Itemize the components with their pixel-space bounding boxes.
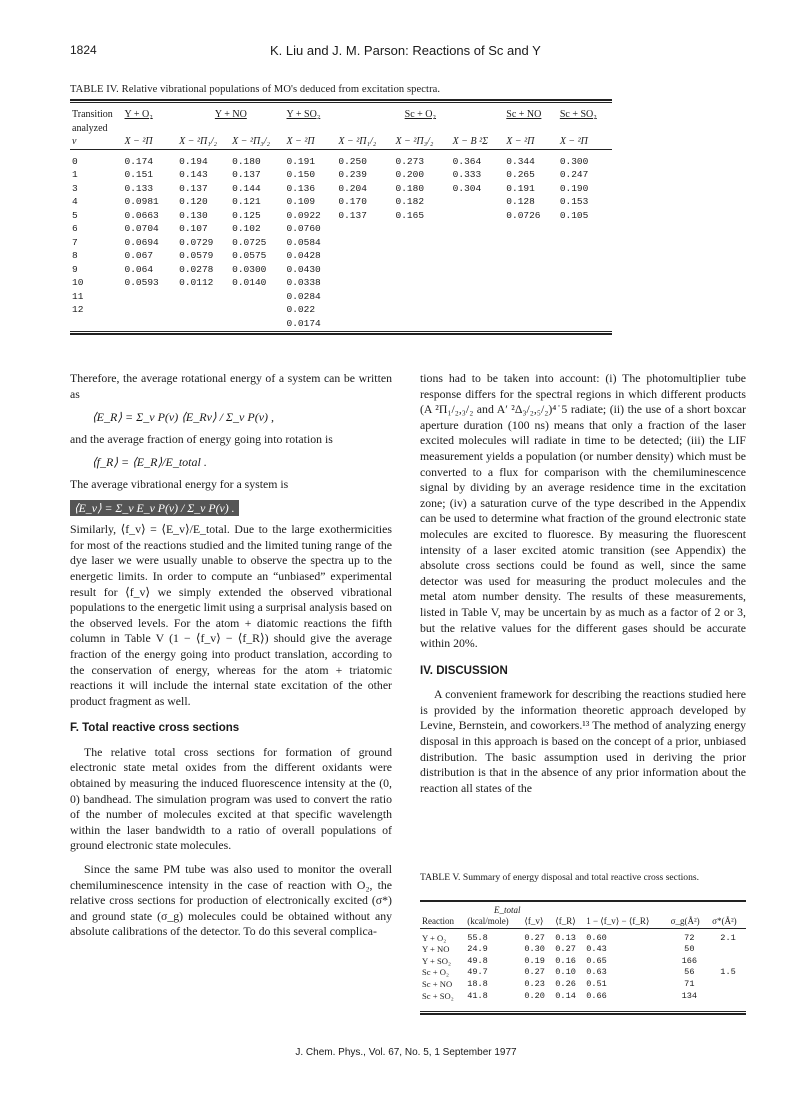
table4-cell [451,263,505,277]
table4-cell [394,290,451,304]
table-row [70,236,612,250]
running-title: K. Liu and J. M. Parson: Reactions of Sc and Y [270,43,541,58]
table4-cell: 0.0430 [286,263,321,275]
table4-v-cell: 7 [72,236,78,248]
table4-cell: 0.0981 [124,196,159,207]
table4-cell: 0.265 [506,169,535,180]
table-row [70,290,612,304]
table4-cell [451,236,505,250]
table4-head-group: Y + SO₂ [286,109,321,120]
right-column [420,371,746,796]
table4-subhead: X − ²Π₁/₂ [179,136,217,147]
paragraph: Since the same PM tube was also used to monitor the overall chemiluminescence intensity in the case of reaction with O₂, the relative cross sections for production of electronically excited (σ*) and ground state (σ_g) molecules could be obtained without any absolute calibrations of the detector. To do this several complica- [70,862,392,939]
table4-cell [558,222,612,236]
table4-cell: 0.0726 [506,209,541,221]
table4-cell [394,303,451,317]
table4-cell [504,222,558,236]
table4-cell [451,249,505,263]
table5-cell: 0.63 [586,967,607,978]
table4-subhead: X − ²Π [286,136,315,147]
table5-bottom-rule [420,1011,746,1012]
table4-subhead: X − ²Π₁/₂ [338,136,377,147]
table4-v-cell: 11 [72,290,84,302]
table4-cell: 0.200 [395,169,425,180]
table4-cell: 0.0729 [179,236,214,248]
table-row [70,276,612,290]
table5 [420,916,746,1002]
table4-cell [394,263,451,277]
table4-v-cell: 3 [72,182,78,194]
table-row [70,182,612,196]
table5-cell [710,979,746,991]
table4-cell: 0.182 [395,196,425,207]
table4-cell [336,222,393,236]
table4-cell: 0.0300 [232,263,267,275]
table4-cell [558,317,612,331]
table5-head: Reaction [422,916,454,926]
section-heading-f: F. Total reactive cross sections [70,722,240,735]
table4-head-analyzed: analyzed [72,122,108,134]
page-number: 1824 [70,43,97,57]
paragraph: Therefore, the average rotational energy of a system can be written as [70,371,392,401]
table4-cell [336,276,393,290]
table5-cell: 50 [684,944,695,955]
table4-head-group: Y + O₂ [124,109,153,120]
equation-fr: ⟨f_R⟩ = ⟨E_R⟩/E_total . [92,455,207,470]
table5-cell: 24.9 [467,944,488,955]
table4-cell: 0.190 [559,182,589,194]
table4-v-cell: 9 [72,263,78,275]
table4-cell: 0.0112 [179,277,214,288]
table5-cell: 0.26 [555,978,576,989]
table5-reaction-cell: Y + NO [422,944,450,955]
table-row [70,195,612,209]
table4-cell [336,263,393,277]
table4-cell [451,317,505,331]
table4-subhead: X − ²Π [559,136,588,147]
table4-cell: 0.153 [559,196,589,207]
table5-reaction-cell: Y + O₂ [422,932,447,943]
table4-cell: 0.143 [179,169,208,180]
table4-cell [123,303,178,317]
table4-cell: 0.125 [232,209,261,221]
left-column [70,371,392,940]
table4-cell: 0.128 [506,196,535,207]
table5-cell: 134 [681,990,698,1001]
table-row [420,967,746,979]
table4-cell: 0.0579 [179,250,214,261]
table-row [70,303,612,317]
table4-head-group: Y + NO [214,109,247,120]
table4-cell: 0.174 [124,155,154,167]
table4-cell [558,249,612,263]
table5-head-etotal: E_total [494,905,521,915]
paragraph: The relative total cross sections for formation of ground electronic state metal oxides from the different oxidants were obtained by measuring the induced fluorescence intensity at the (0, 0) bandhead. The simulation program was used to convert the ratio of the number of molecules excited at that specific wavelength within the laser bandwidth to a ratio of overall populations of ground electronic state molecules. [70,744,392,853]
table4-cell [558,276,612,290]
table4-cell: 0.109 [286,196,316,207]
table4-cell [336,317,393,331]
table4-cell: 0.250 [338,155,367,167]
table5-cell: 0.51 [586,978,607,989]
paragraph: tions had to be taken into account: (i) The photomultiplier tube response differs for the spectral regions in which different products (A ²Π₁/₂,₃/₂ and A′ ²Δ₃/₂,₅/₂)⁴˙5 radiate; (ii) the use of a short boxcar aperture duration (100 ns) means that only a fraction of the laser excited molecules will radiate in time to be detected; (iii) the LIF measurement yields a population (or number density) which must be converted to a flux for comparison with the chemiluminescence signal by dividing by an average residence time in the excitation zone; (iv) a saturation curve of the type described in the Appendix can be used to determine what fraction of the ground electronic state molecules are excited to fluoresce. By measuring the fluorescent intensity of a laser excited atomic transition (see Appendix) the absolute cross sections could be found as well, since the same detector was used for measuring the product molecules and the metal atom number density. The results of these measurements, listed in Table V, may be uncertain by as much as a factor of 2 or 3, but the relative values for the different gases should be accurate within 20%. [420,371,746,651]
table5-head: σ*(Å²) [712,916,737,926]
table5-cell: 0.27 [524,932,545,943]
table4-subhead: v [72,136,77,147]
section-heading-iv: IV. DISCUSSION [420,664,508,677]
table4-cell: 0.364 [452,155,482,167]
table4-top-rule [70,99,612,101]
table4-subhead: X − B ²Σ [452,136,489,147]
table4-cell: 0.136 [286,182,316,194]
table4-cell [394,276,451,290]
table4-cell [394,249,451,263]
table4-cell: 0.107 [179,223,208,234]
table5-cell: 0.23 [524,978,545,989]
table4-caption: TABLE IV. Relative vibrational populations of MO's deduced from excitation spectra. [70,84,441,95]
table5-cell: 72 [684,932,695,943]
table4-v-cell: 6 [72,223,78,234]
table4-cell [451,195,505,209]
table4-cell: 0.180 [395,182,425,194]
table5-cell: 71 [684,978,695,989]
table4-cell: 0.0760 [286,223,321,234]
paragraph: The average vibrational energy for a system is [70,476,289,491]
table4-cell: 0.0428 [286,250,321,261]
table4-v-cell: 10 [72,277,84,288]
table5-top-rule [420,900,746,902]
table4-bottom-rule [70,331,612,332]
table4-cell: 0.137 [179,182,208,194]
table5-cell: 1.5 [720,967,736,978]
table5-head: ⟨f_v⟩ [524,916,544,926]
table4-cell: 0.300 [559,155,589,167]
table5-cell [710,991,746,1003]
table4-cell: 0.137 [232,169,261,180]
table4-cell [504,276,558,290]
table5-head: ⟨f_R⟩ [555,916,576,926]
table4-cell: 0.170 [338,196,367,207]
table4-cell: 0.191 [286,155,316,167]
table4-cell: 0.0140 [232,277,267,288]
paragraph: and the average fraction of energy going into rotation is [70,431,333,446]
table4-cell: 0.0278 [179,263,214,275]
table4-cell: 0.067 [124,250,154,261]
table4-cell [504,290,558,304]
table5-reaction-cell: Sc + O₂ [422,967,449,978]
table5-cell: 55.8 [467,932,488,943]
table4-cell: 0.0694 [124,236,159,248]
table4-cell [230,317,284,331]
table5-cell: 2.1 [720,932,736,943]
table5-bottom-rule-2 [420,1013,746,1015]
table4-bottom-rule-2 [70,333,612,335]
table5-caption: TABLE V. Summary of energy disposal and total reactive cross sections. [420,872,699,883]
table4-cell [504,236,558,250]
table-row [420,956,746,968]
table5-cell: 0.43 [586,944,607,955]
table-row [420,933,746,945]
table4-cell: 0.0725 [232,236,267,248]
table4-cell [451,303,505,317]
equation-er: ⟨E_R⟩ = Σ_v P(v) ⟨E_Rv⟩ / Σ_v P(v) , [92,410,275,425]
table4-cell [336,290,393,304]
table-row [420,991,746,1003]
table5-reaction-cell: Sc + NO [422,978,453,989]
table4-cell: 0.204 [338,182,367,194]
table5-cell [710,956,746,968]
table4-cell [504,249,558,263]
table4-cell [558,236,612,250]
table5-reaction-cell: Sc + SO₂ [422,990,454,1001]
table4-cell: 0.0584 [286,236,321,248]
table4-cell: 0.0663 [124,209,159,221]
table4-cell: 0.273 [395,155,425,167]
table4-cell: 0.151 [124,169,154,180]
table4 [70,108,612,330]
table5-head: σ_g(Å²) [670,916,700,926]
table5-cell: 0.16 [555,955,576,966]
table5-cell [710,944,746,956]
table4-cell [336,236,393,250]
table4-cell [123,317,178,331]
table4-cell [230,303,284,317]
table4-cell: 0.344 [506,155,535,167]
table4-cell [504,303,558,317]
paragraph: Similarly, ⟨f_v⟩ = ⟨E_v⟩/E_total. Due to the large exothermicities for most of the reactions studied and the limited tuning range of the dye laser we were usually unable to observe the spectra up to the energetic limits. In order to compute an “unbiased” experimental result for ⟨f_v⟩ we simply extended the observed vibrational populations to the energetic limit using a surprisal analysis based on the observed levels. For the atom + diatomic reactions the fifth column in Table V (1 − ⟨f_v⟩ − ⟨f_R⟩) should give the average fraction of the energy going into product translation, according to the conservation of energy, whereas for the atom + triatomic reactions it will include the internal state excitation of the other product fragment as well. [70,522,392,708]
equation-ev: ⟨E_v⟩ = Σ_v E_v P(v) / Σ_v P(v) . [70,500,239,516]
table4-cell [558,263,612,277]
table4-v-cell: 12 [72,304,84,315]
table4-cell: 0.0922 [286,209,321,221]
table4-cell [558,290,612,304]
table4-subhead: X − ²Π [506,136,535,147]
table5-head: 1 − ⟨f_v⟩ − ⟨f_R⟩ [586,916,650,926]
table4-head-transition: Transition [72,109,113,120]
table4-cell [230,290,284,304]
table4-cell: 0.064 [124,263,154,275]
table5-cell: 18.8 [467,978,488,989]
table5-cell: 0.19 [524,955,545,966]
table4-cell [451,222,505,236]
table-row [420,944,746,956]
table4-cell: 0.304 [452,182,482,194]
table4-cell [336,249,393,263]
table-row [70,263,612,277]
table4-cell [336,303,393,317]
table4-cell: 0.0174 [286,317,321,329]
table5-cell: 0.66 [586,990,607,1001]
table4-cell: 0.333 [452,169,482,180]
table4-head-group: Sc + SO₂ [559,109,597,120]
table4-cell: 0.022 [286,304,316,315]
table4-cell [504,263,558,277]
table-row [70,222,612,236]
table5-cell: 49.7 [467,967,488,978]
table5-cell: 0.13 [555,932,576,943]
table4-cell: 0.0284 [286,290,321,302]
table4-cell [177,317,230,331]
table4-v-cell: 8 [72,250,78,261]
table-row [70,155,612,169]
table-row [70,249,612,263]
table4-head-group: Sc + NO [506,109,542,120]
table-row [420,979,746,991]
paragraph: A convenient framework for describing the reactions studied here is provided by the information theoretic approach developed by Levine, Bernstein, and coworkers.¹³ The method of analyzing energy disposal in this approach is based on the concept of a prior, unbiased distribution. The basic assumption used in deriving the prior distribution is that in the absence of any prior information about the reaction all states of the [420,687,746,795]
table-row [70,209,612,223]
table4-head-group: Sc + O₂ [404,109,437,120]
table4-cell: 0.137 [338,209,367,221]
table4-cell [123,290,178,304]
journal-footer: J. Chem. Phys., Vol. 67, No. 5, 1 September 1977 [295,1047,517,1058]
table4-top-rule-2 [70,102,612,103]
table5-reaction-cell: Y + SO₂ [422,955,452,966]
table4-cell: 0.239 [338,169,367,180]
table4-v-cell [70,317,123,331]
table5-cell: 0.27 [524,967,545,978]
table5-cell: 0.14 [555,990,576,1001]
table5-cell: 0.20 [524,990,545,1001]
table4-v-cell: 5 [72,209,78,221]
table4-cell [394,317,451,331]
table5-cell: 0.27 [555,944,576,955]
table4-cell [177,290,230,304]
table4-cell: 0.180 [232,155,261,167]
table4-v-cell: 4 [72,196,78,207]
table4-cell: 0.0338 [286,277,321,288]
table5-cell: 166 [681,955,698,966]
table4-cell: 0.165 [395,209,425,221]
table4-cell [394,236,451,250]
table4-cell [451,290,505,304]
table4-cell: 0.0575 [232,250,267,261]
table4-cell: 0.133 [124,182,154,194]
table5-cell: 56 [684,967,695,978]
table-row [70,317,612,331]
table4-cell: 0.130 [179,209,208,221]
table-row [70,168,612,182]
table5-head: (kcal/mole) [467,916,509,926]
table4-cell: 0.194 [179,155,208,167]
table5-cell: 0.65 [586,955,607,966]
table4-cell [394,222,451,236]
table4-cell: 0.102 [232,223,261,234]
table4-subhead: X − ²Π [124,136,153,147]
table4-cell: 0.247 [559,169,589,180]
table5-cell: 0.30 [524,944,545,955]
table5-cell: 0.10 [555,967,576,978]
table4-cell: 0.105 [559,209,589,221]
table5-cell: 0.60 [586,932,607,943]
table5-cell: 49.8 [467,955,488,966]
table4-cell: 0.150 [286,169,316,180]
table4-cell: 0.120 [179,196,208,207]
table4-v-cell: 0 [72,155,78,167]
table4-subhead: X − ²Π₃/₂ [395,136,434,147]
table4-cell [558,303,612,317]
table4-cell [177,303,230,317]
table4-cell [451,209,505,223]
table4-cell: 0.0593 [124,277,159,288]
table4-cell: 0.191 [506,182,535,194]
table4-cell [504,317,558,331]
table4-v-cell: 1 [72,169,78,180]
table5-cell: 41.8 [467,990,488,1001]
table4-subhead: X − ²Π₃/₂ [232,136,270,147]
table4-cell [451,276,505,290]
table4-cell: 0.0704 [124,223,159,234]
table4-cell: 0.144 [232,182,261,194]
table4-cell: 0.121 [232,196,261,207]
